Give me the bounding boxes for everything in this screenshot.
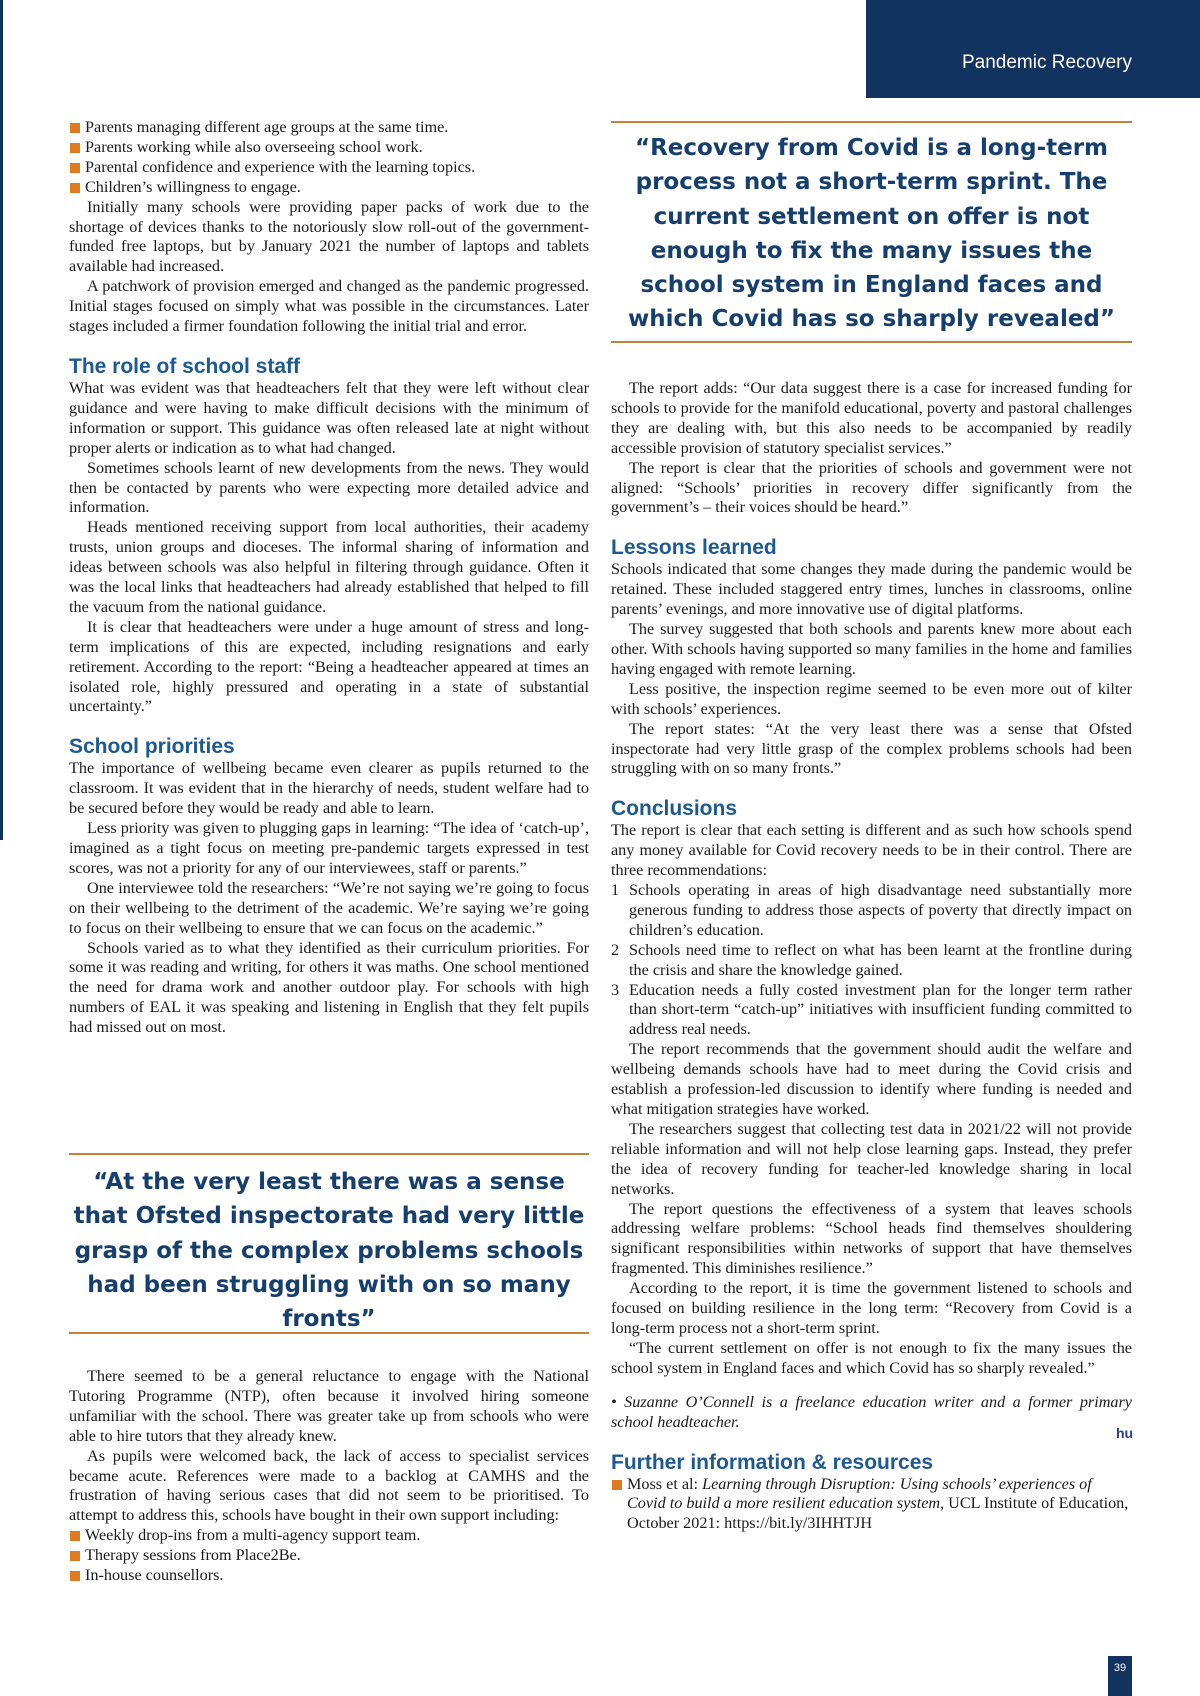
body-paragraph: Initially many schools were providing paper packs of work due to the shortage of devices thanks to the notoriously slow roll-out of the government-funded free laptops, but by January 2021 the number of laptops and tablets available had increased. [69, 197, 589, 276]
list-item: Weekly drop-ins from a multi-agency support team. [69, 1526, 589, 1546]
list-item: In-house counsellors. [69, 1566, 589, 1586]
pull-quote-ofsted: “At the very least there was a sense that Ofsted inspectorate had very little grasp of the complex problems schools had been struggling with on so many fronts” [69, 1153, 589, 1334]
section-heading-conclusions: Conclusions [611, 797, 738, 821]
list-item: 2 Schools need time to reflect on what has been learnt at the frontline during the crisis and share the knowledge gained. [611, 940, 1132, 979]
body-paragraph: Less positive, the inspection regime seemed to be even more out of kilter with schools’ experiences. [611, 679, 1132, 718]
square-bullet-icon [70, 1531, 80, 1541]
body-paragraph: The report states: “At the very least there was a sense that Ofsted inspectorate had very little grasp of the complex problems schools had been struggling with on so many fronts.” [611, 719, 1132, 778]
body-paragraph: The report recommends that the government should audit the welfare and wellbeing demands schools have had to meet during the Covid crisis and establish a profession-led discussion to identify where funding is needed and what mitigation strategies have worked. [611, 1040, 1132, 1118]
challenges-list [69, 118, 589, 198]
section-header-box [866, 0, 1200, 98]
section-title: Pandemic Recovery [961, 52, 1132, 73]
list-item: 3 Education needs a fully costed investment plan for the longer term rather than short-term “catch-up” initiatives with insufficient funding committed to address real needs. [611, 980, 1132, 1039]
square-bullet-icon [70, 123, 80, 133]
body-paragraph: The importance of wellbeing became even clearer as pupils returned to the classroom. It was evident that in the hierarchy of needs, student welfare had to be secured before they would be ready and able to learn. [69, 759, 589, 818]
body-paragraph: A patchwork of provision emerged and changed as the pandemic progressed. Initial stages focused on simply what was possible in the circumstances. Later stages included a firmer foundation following the initial trial and error. [69, 277, 589, 336]
page-number-box [1108, 1656, 1132, 1696]
body-paragraph: The report adds: “Our data suggest there is a case for increased funding for schools to provide for the manifold educational, poverty and pastoral challenges they are dealing with, but this also needs to be accompanied by readily accessible provision of statutory specialist services.” [611, 379, 1132, 457]
body-paragraph: “The current settlement on offer is not enough to fix the many issues the school system in England faces and which Covid has so sharply revealed.” [611, 1338, 1132, 1377]
body-paragraph: The researchers suggest that collecting test data in 2021/22 will not provide reliable information and will not help close learning gaps. Instead, they prefer the idea of recovery funding for teacher-led knowledge sharing in local networks. [611, 1119, 1132, 1198]
body-paragraph: The report is clear that the priorities of schools and government were not aligned: “Schools’ priorities in recovery differ significantly from the government’s – their voices should be heard.” [611, 458, 1132, 517]
square-bullet-icon [70, 1571, 80, 1581]
body-paragraph: As pupils were welcomed back, the lack of access to specialist services became acute. References were made to a backlog at CAMHS and the frustration of having serious cases that did not seem to be prioritised. To attempt to address this, schools have bought in their own support including: [69, 1446, 589, 1525]
list-item: Therapy sessions from Place2Be. [69, 1546, 589, 1566]
left-edge-rule [0, 0, 3, 840]
list-item: 1 Schools operating in areas of high disadvantage need substantially more generous funding to address those aspects of poverty that directly impact on children’s education. [611, 881, 1132, 939]
list-item: Parents working while also overseeing school work. [69, 138, 589, 158]
support-list [69, 1526, 589, 1586]
left-column-bottom [69, 1367, 589, 1586]
page-number: 39 [1113, 1662, 1127, 1674]
section-heading-priorities: School priorities [69, 735, 235, 759]
resources-list [611, 1475, 1132, 1535]
section-heading-further-info: Further information & resources [611, 1450, 934, 1474]
square-bullet-icon [70, 1551, 80, 1561]
square-bullet-icon [612, 1480, 622, 1490]
section-heading-staff: The role of school staff [69, 354, 301, 378]
body-paragraph: The report questions the effectiveness of a system that leaves schools addressing welfare problems: “School heads find themselves shouldering significant responsibilities within networks of support that have themselves fragmented. This diminishes resilience.” [611, 1199, 1132, 1278]
square-bullet-icon [70, 143, 80, 153]
list-item: Children’s willingness to engage. [69, 178, 589, 198]
body-paragraph: Heads mentioned receiving support from local authorities, their academy trusts, union groups and dioceses. The informal sharing of information and ideas between schools was also helpful in filtering through guidance. Often it was the local links that headteachers had already established that helped to fill the vacuum from the national guidance. [69, 518, 589, 616]
resource-title: Learning through Disruption: Using schools’ experiences of Covid to build a more resilient education system [627, 1474, 1092, 1513]
body-paragraph: The survey suggested that both schools and parents knew more about each other. With schools having supported so many families in the home and families having engaged with remote learning. [611, 620, 1132, 678]
list-item: Moss et al: Learning through Disruption: Using schools’ experiences of Covid to build a more resilient education system, UCL Institute of Education, October 2021: https://bit.ly/3IHHTJH [611, 1475, 1132, 1535]
section-heading-lessons: Lessons learned [611, 536, 777, 560]
right-column [611, 379, 1132, 1534]
body-paragraph: Schools varied as to what they identified as their curriculum priorities. For some it was reading and writing, for others it was maths. One school mentioned the need for drama work and another outdoor play. For schools with high numbers of EAL it was speaking and listening in English that they felt pupils had missed out on most. [69, 938, 589, 1037]
pull-quote-recovery: “Recovery from Covid is a long-term process not a short-term sprint. The current settlement on offer is not enough to fix the many issues the school system in England faces and which Covid has so sharply revealed” [611, 121, 1132, 343]
body-paragraph: There seemed to be a general reluctance to engage with the National Tutoring Programme (NTP), often because it involved hiring someone unfamiliar with the school. There was greater take up from schools who were able to hire tutors that they already knew. [69, 1367, 589, 1445]
list-item: Parental confidence and experience with the learning topics. [69, 158, 589, 178]
recommendations-list [611, 881, 1132, 1040]
body-paragraph: Less priority was given to plugging gaps in learning: “The idea of ‘catch-up’, imagined as a tight focus on meeting pre-pandemic targets expressed in test scores, was not a priority for any of our interviewees, staff or parents.” [69, 819, 589, 877]
body-paragraph: According to the report, it is time the government listened to schools and focused on building resilience in the long term: “Recovery from Covid is a long-term process not a short-term sprint. [611, 1279, 1132, 1337]
body-paragraph: One interviewee told the researchers: “We’re not saying we’re going to focus on their wellbeing to the detriment of the academic. We’re saying we’re going to focus on their wellbeing to ensure that we can focus on the academic.” [69, 878, 589, 937]
list-item: Parents managing different age groups at the same time. [69, 118, 589, 138]
body-paragraph: The report is clear that each setting is different and as such how schools spend any money available for Covid recovery needs to be in their control. There are three recommendations: [611, 821, 1132, 880]
body-paragraph: It is clear that headteachers were under a huge amount of stress and long-term implications of this are expected, including resignations and early retirement. According to the report: “Being a headteacher appeared at times an isolated role, highly pressured and operating in a state of substantial uncertainty.” [69, 617, 589, 716]
author-byline: • Suzanne O’Connell is a freelance education writer and a former primary school headteacher. [611, 1392, 1132, 1431]
left-column-top [69, 118, 589, 1038]
square-bullet-icon [70, 183, 80, 193]
body-paragraph: Sometimes schools learnt of new developments from the news. They would then be contacted by parents who were expecting more detailed advice and information. [69, 458, 589, 517]
end-mark-logo: hu [1116, 1425, 1134, 1441]
body-paragraph: Schools indicated that some changes they made during the pandemic would be retained. These included staggered entry times, lunches in classrooms, online parents’ evenings, and more innovative use of digital platforms. [611, 560, 1132, 619]
body-paragraph: What was evident was that headteachers felt that they were left without clear guidance and were having to make difficult decisions with the minimum of information or support. This guidance was often released late at night without proper alerts or indication as to what had changed. [69, 378, 589, 457]
square-bullet-icon [70, 163, 80, 173]
